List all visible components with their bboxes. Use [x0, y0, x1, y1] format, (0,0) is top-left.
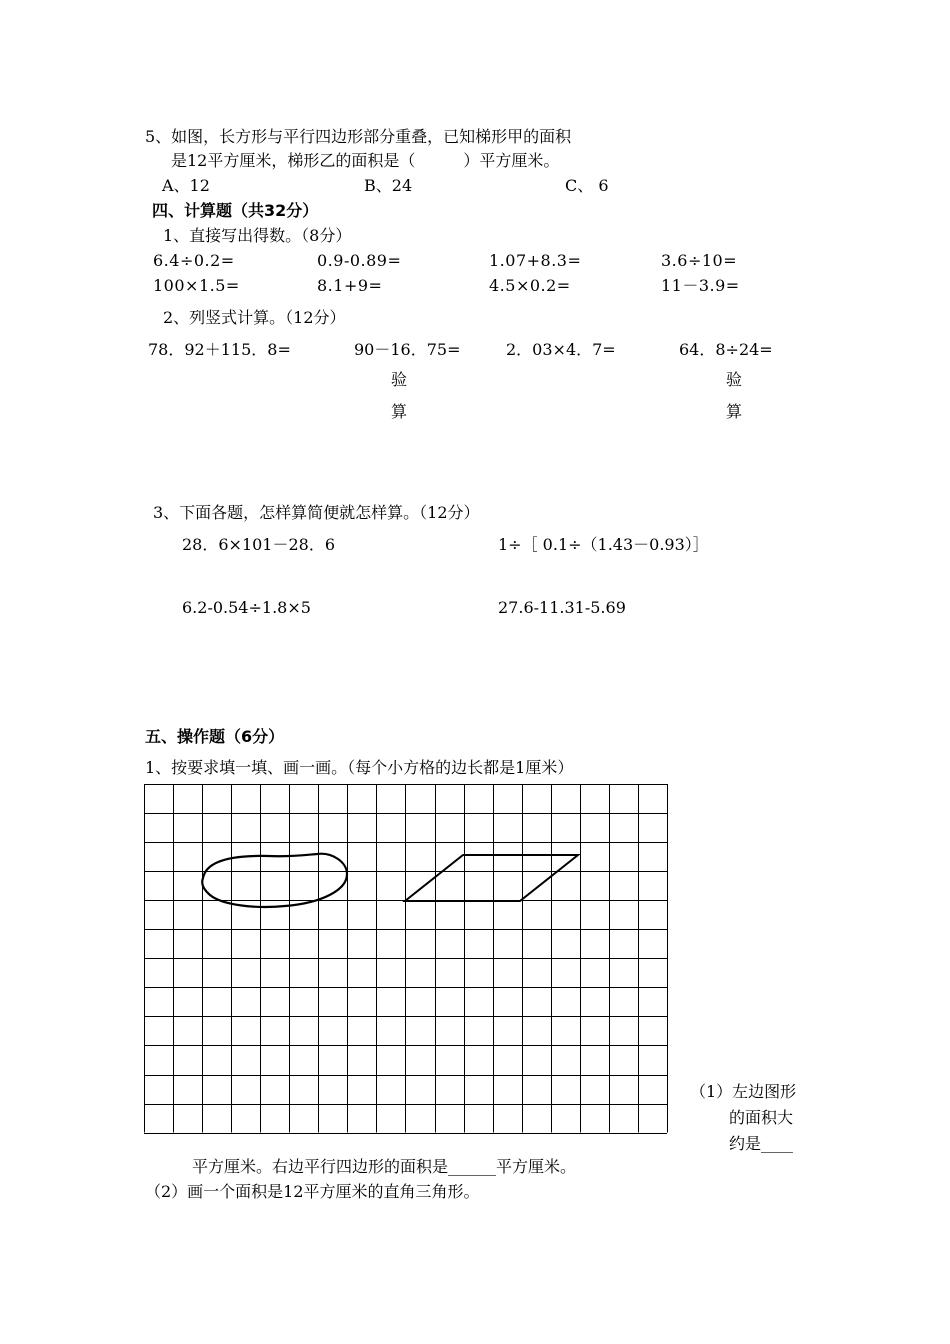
section4-title: 四、计算题（共32分） [152, 201, 319, 220]
area-fill-line: 平方厘米。右边平行四边形的面积是______平方厘米。 [192, 1157, 577, 1176]
task-2: （2）画一个面积是12平方厘米的直角三角形。 [145, 1182, 480, 1201]
s4-p3-title: 3、下面各题，怎样算简便就怎样算。（12分） [153, 503, 480, 522]
parallelogram-shape [405, 855, 578, 901]
calc-r2-c3: 4.5×0.2= [489, 276, 571, 295]
side-line-2: 的面积大 [729, 1108, 794, 1127]
q5-option-a: A、12 [162, 176, 210, 195]
q5-option-c: C、 6 [565, 176, 609, 195]
s5-p1-title: 1、按要求填一填、画一画。（每个小方格的边长都是1厘米） [145, 758, 574, 777]
s4-p1-title: 1、直接写出得数。（8分） [163, 226, 352, 245]
simplify-4: 27.6-11.31-5.69 [498, 598, 626, 617]
simplify-3: 6.2-0.54÷1.8×5 [182, 598, 311, 617]
q5-line1: 5、如图，长方形与平行四边形部分重叠，已知梯形甲的面积 [145, 127, 572, 146]
calc-r1-c2: 0.9-0.89= [317, 251, 402, 270]
calc-r2-c4: 11－3.9= [661, 276, 740, 295]
vertical-calc-4: 64．8÷24= [679, 340, 773, 359]
calc-r1-c4: 3.6÷10= [661, 251, 738, 270]
vertical-calc-2: 90－16．75= [354, 340, 461, 359]
side-line-3: 约是____ [729, 1134, 794, 1153]
check-label-1a: 验 [391, 370, 408, 389]
vertical-calc-3: 2．03×4．7= [506, 340, 616, 359]
q5-line2: 是12平方厘米，梯形乙的面积是（ ）平方厘米。 [171, 151, 560, 170]
simplify-1: 28．6×101－28．6 [182, 535, 336, 554]
irregular-shape [202, 854, 347, 907]
calc-r2-c1: 100×1.5= [153, 276, 240, 295]
check-label-2b: 算 [726, 402, 743, 421]
calc-r1-c1: 6.4÷0.2= [153, 251, 235, 270]
simplify-2: 1÷［ 0.1÷（1.43－0.93）］ [498, 535, 709, 554]
calc-r1-c3: 1.07+8.3= [489, 251, 582, 270]
calc-r2-c2: 8.1+9= [317, 276, 383, 295]
section5-title: 五、操作题（6分） [145, 727, 285, 746]
side-line-1: （1）左边图形 [690, 1082, 797, 1101]
s4-p2-title: 2、列竖式计算。（12分） [163, 308, 346, 327]
vertical-calc-1: 78．92＋115．8= [148, 340, 291, 359]
check-label-2a: 验 [726, 370, 743, 389]
q5-option-b: B、24 [364, 176, 413, 195]
check-label-1b: 算 [391, 402, 408, 421]
